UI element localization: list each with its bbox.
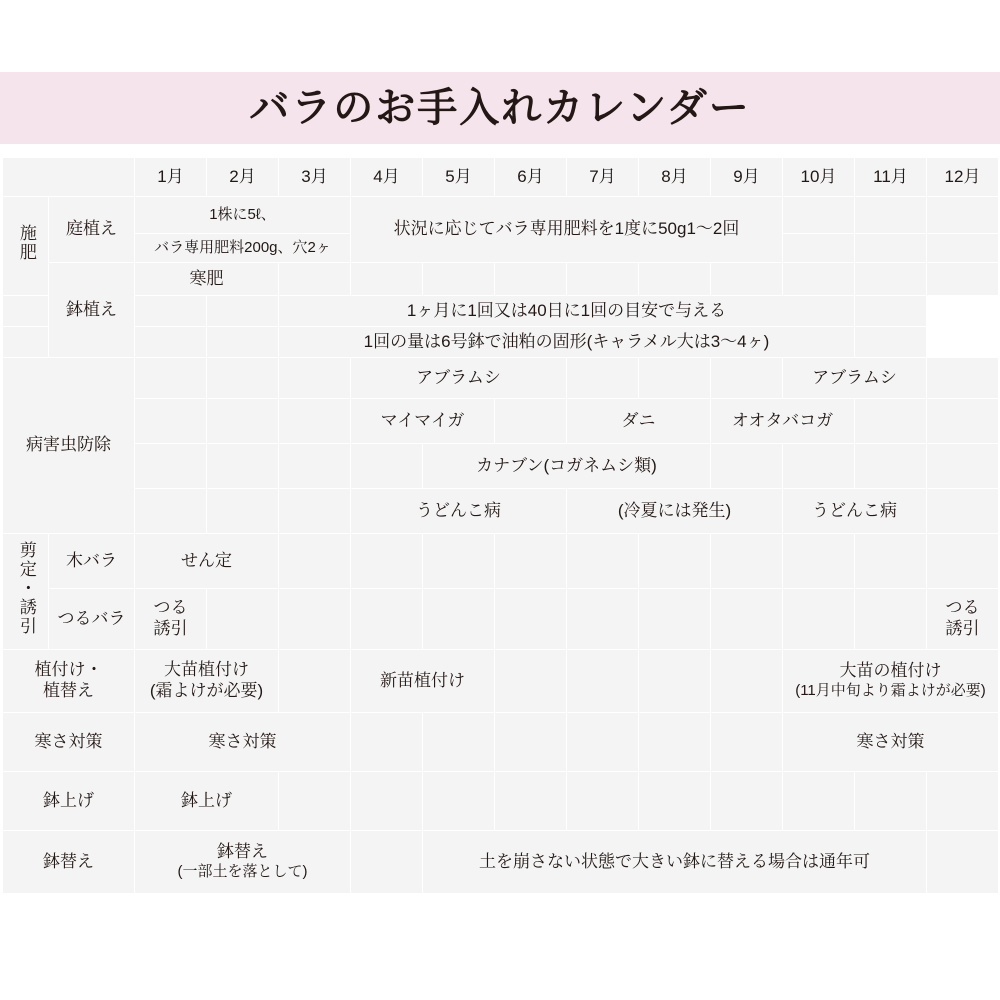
cell-oonae-winter-line2: (霜よけが必要) bbox=[149, 681, 264, 700]
cell-kanpi-text: 寒肥 bbox=[189, 268, 224, 288]
cell-tsuru-apr bbox=[351, 589, 423, 650]
care-calendar-table bbox=[2, 157, 999, 894]
cell-cold-fall-text: 寒さ対策 bbox=[856, 731, 925, 751]
group-label-pruning bbox=[3, 534, 49, 650]
cell-tsuru-nov bbox=[855, 589, 927, 650]
cell-hachiage-sep bbox=[711, 772, 783, 831]
cell-garden-seasonal-text: 状況に応じてバラ専用肥料を1度に50g1〜2回 bbox=[393, 219, 740, 239]
cell-tsuru-jun bbox=[495, 589, 567, 650]
cell-sentei-apr bbox=[351, 534, 423, 589]
cell-hachiage-dec bbox=[927, 772, 999, 831]
group-label-fertilizer-text: 施肥 bbox=[16, 224, 36, 263]
cell-hachiage-mar bbox=[279, 772, 351, 831]
table-row bbox=[3, 534, 999, 589]
cell-garden-dose-line2: バラ専用肥料200g、穴2ヶ bbox=[154, 238, 331, 256]
table-row bbox=[3, 358, 999, 399]
cell-udonko-mar bbox=[279, 489, 351, 534]
cell-aphid-feb bbox=[207, 358, 279, 399]
cell-planting-jun bbox=[495, 650, 567, 713]
cell-aphid-sep bbox=[711, 358, 783, 399]
cell-cold-apr bbox=[351, 713, 423, 772]
cell-aphid-spring bbox=[351, 358, 567, 399]
row-label-tree-rose: 木バラ bbox=[49, 534, 135, 589]
cell-pot-feb-2 bbox=[135, 327, 207, 358]
cell-garden-oct-2 bbox=[783, 234, 855, 263]
cell-planting-sep bbox=[711, 650, 783, 713]
header-month-10: 10月 bbox=[783, 158, 855, 197]
cell-pot-interval-text: 1ヶ月に1回又は40日に1回の目安で与える bbox=[406, 300, 727, 320]
cell-pest2-dec bbox=[927, 399, 999, 444]
cell-ootabakoga bbox=[711, 399, 855, 444]
cell-maimaiga-feb bbox=[207, 399, 279, 444]
cell-shinnae bbox=[351, 650, 495, 713]
table-row bbox=[3, 263, 999, 296]
cell-cold-sep bbox=[711, 713, 783, 772]
header-month-7: 7月 bbox=[567, 158, 639, 197]
cell-hachiage bbox=[135, 772, 279, 831]
cell-kanabun-mar bbox=[279, 444, 351, 489]
cell-hachikae-winter-line2: (一部土を落として) bbox=[177, 863, 308, 881]
cell-udonko-fall bbox=[783, 489, 927, 534]
cell-planting-jul bbox=[567, 650, 639, 713]
cell-kanpi-nov bbox=[855, 263, 927, 296]
row-label-planting bbox=[3, 650, 135, 713]
cell-pot-feb bbox=[135, 296, 207, 327]
row-label-planting-line2: 植替え bbox=[43, 681, 94, 700]
cell-maimaiga-mar bbox=[279, 399, 351, 444]
cell-garden-nov bbox=[855, 197, 927, 234]
header-month-1: 1月 bbox=[135, 158, 207, 197]
group-label-pest: 病害虫防除 bbox=[3, 358, 135, 534]
cell-udonko-fall-text: うどんこ病 bbox=[812, 500, 897, 520]
cell-aphid-jan bbox=[135, 358, 207, 399]
cell-pot-jan-2 bbox=[3, 327, 49, 358]
cell-sentei-sep bbox=[711, 534, 783, 589]
cell-pot-dec-2 bbox=[855, 327, 927, 358]
cell-udonko-jan bbox=[135, 489, 207, 534]
row-label-cold: 寒さ対策 bbox=[3, 713, 135, 772]
cell-kanpi-oct bbox=[783, 263, 855, 296]
table-row bbox=[3, 296, 999, 327]
header-month-4: 4月 bbox=[351, 158, 423, 197]
page-title: バラのお手入れカレンダー bbox=[249, 86, 751, 130]
cell-cold-aug bbox=[639, 713, 711, 772]
row-label-garden-planting: 庭植え bbox=[49, 197, 135, 263]
cell-hachiage-nov bbox=[855, 772, 927, 831]
table-row bbox=[3, 399, 999, 444]
cell-garden-dec bbox=[927, 197, 999, 234]
header-month-6: 6月 bbox=[495, 158, 567, 197]
cell-oonae-fall-line1: 大苗の植付け bbox=[839, 661, 942, 681]
cell-sentei-mar bbox=[279, 534, 351, 589]
header-month-11: 11月 bbox=[855, 158, 927, 197]
cell-kanpi-mar bbox=[279, 263, 351, 296]
cell-kanabun-apr bbox=[351, 444, 423, 489]
cell-sentei-nov bbox=[855, 534, 927, 589]
cell-kanabun-nov bbox=[855, 444, 927, 489]
cell-tsuru-dec bbox=[927, 589, 999, 650]
cell-sentei-may bbox=[423, 534, 495, 589]
table-row bbox=[3, 197, 999, 234]
cell-kanpi-sep bbox=[711, 263, 783, 296]
table-row bbox=[3, 650, 999, 713]
cell-cold-spring bbox=[135, 713, 351, 772]
cell-hachikae-allyear bbox=[423, 831, 927, 894]
cell-aphid-jul bbox=[567, 358, 639, 399]
cell-tsuru-jan-line2: 誘引 bbox=[153, 619, 188, 638]
cell-kanpi-jun bbox=[495, 263, 567, 296]
cell-aphid-aug bbox=[639, 358, 711, 399]
table-row bbox=[3, 589, 999, 650]
cell-maimaiga bbox=[351, 399, 495, 444]
cell-kanpi bbox=[135, 263, 279, 296]
cell-cold-jun bbox=[495, 713, 567, 772]
cell-pot-dec bbox=[855, 296, 927, 327]
cell-garden-dec-2 bbox=[927, 234, 999, 263]
cell-ootabakoga-text: オオタバコガ bbox=[731, 410, 834, 430]
cell-tsuru-oct bbox=[783, 589, 855, 650]
cell-shinnae-text: 新苗植付け bbox=[380, 670, 465, 690]
cell-sentei-dec bbox=[927, 534, 999, 589]
cell-garden-oct bbox=[783, 197, 855, 234]
cell-hachikae-winter bbox=[135, 831, 351, 894]
cell-dani-text: ダニ bbox=[621, 410, 656, 430]
group-label-pruning-text: 剪定・誘引 bbox=[16, 541, 36, 637]
cell-hachiage-oct bbox=[783, 772, 855, 831]
table-row bbox=[3, 489, 999, 534]
cell-tsuru-jan-line1: つる bbox=[153, 598, 188, 618]
cell-hachiage-apr bbox=[351, 772, 423, 831]
cell-tsuru-mar bbox=[279, 589, 351, 650]
cell-hachiage-jun bbox=[495, 772, 567, 831]
cell-tsuru-jan bbox=[135, 589, 207, 650]
cell-cold-jul bbox=[567, 713, 639, 772]
cell-sentei-jun bbox=[495, 534, 567, 589]
header-month-12: 12月 bbox=[927, 158, 999, 197]
cell-oonae-fall bbox=[783, 650, 999, 713]
cell-sentei-oct bbox=[783, 534, 855, 589]
row-label-repot: 鉢替え bbox=[3, 831, 135, 894]
cell-udonko-spring bbox=[351, 489, 567, 534]
cell-pot-mar-2 bbox=[207, 327, 279, 358]
cell-hachiage-text: 鉢上げ bbox=[181, 790, 232, 810]
header-month-2: 2月 bbox=[207, 158, 279, 197]
cell-planting-mar bbox=[279, 650, 351, 713]
cell-sentei-text: せん定 bbox=[181, 550, 232, 570]
cell-garden-dose-2 bbox=[135, 234, 351, 263]
cell-kanabun-sep bbox=[711, 444, 783, 489]
header-month-8: 8月 bbox=[639, 158, 711, 197]
cell-kanpi-aug bbox=[639, 263, 711, 296]
cell-garden-dose bbox=[135, 197, 351, 234]
cell-oonae-fall-line2: (11月中旬より霜よけが必要) bbox=[795, 682, 986, 700]
cell-aphid-mar bbox=[279, 358, 351, 399]
cell-tsuru-aug bbox=[639, 589, 711, 650]
cell-sentei-jul bbox=[567, 534, 639, 589]
cell-tsuru-may bbox=[423, 589, 495, 650]
header-month-5: 5月 bbox=[423, 158, 495, 197]
cell-hachikae-allyear-text: 土を崩さない状態で大きい鉢に替える場合は通年可 bbox=[479, 851, 870, 871]
cell-garden-seasonal bbox=[351, 197, 783, 263]
cell-kanabun-jan bbox=[135, 444, 207, 489]
cell-tsuru-sep bbox=[711, 589, 783, 650]
cell-pest2-nov bbox=[855, 399, 927, 444]
cell-tsuru-feb bbox=[207, 589, 279, 650]
cell-sentei bbox=[135, 534, 279, 589]
cell-udonko-dec bbox=[927, 489, 999, 534]
cell-udonko-summer bbox=[567, 489, 783, 534]
cell-cold-may bbox=[423, 713, 495, 772]
cell-pot-interval bbox=[279, 296, 855, 327]
cell-garden-dose-line1: 1株に5ℓ、 bbox=[209, 205, 276, 223]
cell-tsuru-dec-line2: 誘引 bbox=[945, 619, 980, 638]
cell-aphid-dec bbox=[927, 358, 999, 399]
cell-tsuru-jul bbox=[567, 589, 639, 650]
cell-oonae-winter-line1: 大苗植付け bbox=[164, 660, 249, 680]
cell-kanpi-jul bbox=[567, 263, 639, 296]
header-corner bbox=[3, 158, 135, 197]
cell-pot-amount bbox=[279, 327, 855, 358]
cell-planting-aug bbox=[639, 650, 711, 713]
cell-aphid-fall bbox=[783, 358, 927, 399]
table-row bbox=[3, 772, 999, 831]
table-row bbox=[3, 713, 999, 772]
cell-kanabun bbox=[423, 444, 711, 489]
cell-hachiage-jul bbox=[567, 772, 639, 831]
cell-hachikae-winter-line1: 鉢替え bbox=[217, 842, 268, 862]
cell-pest2-jun bbox=[495, 399, 567, 444]
cell-oonae-winter bbox=[135, 650, 279, 713]
cell-garden-nov-2 bbox=[855, 234, 927, 263]
row-label-planting-line1: 植付け・ bbox=[34, 660, 103, 680]
cell-udonko-spring-text: うどんこ病 bbox=[416, 500, 501, 520]
cell-kanpi-apr bbox=[351, 263, 423, 296]
cell-kanabun-dec bbox=[927, 444, 999, 489]
row-label-climbing-rose: つるバラ bbox=[49, 589, 135, 650]
table-row bbox=[3, 444, 999, 489]
group-label-fertilizer bbox=[3, 197, 49, 296]
cell-aphid-fall-text: アブラムシ bbox=[812, 367, 897, 387]
row-label-pot-up: 鉢上げ bbox=[3, 772, 135, 831]
cell-hachiage-may bbox=[423, 772, 495, 831]
cell-pot-jan bbox=[3, 296, 49, 327]
cell-kanpi-dec bbox=[927, 263, 999, 296]
cell-hachikae-dec bbox=[927, 831, 999, 894]
cell-maimaiga-jan bbox=[135, 399, 207, 444]
cell-cold-spring-text: 寒さ対策 bbox=[208, 731, 277, 751]
header-month-3: 3月 bbox=[279, 158, 351, 197]
cell-tsuru-dec-line1: つる bbox=[945, 598, 980, 618]
cell-udonko-summer-text: (冷夏には発生) bbox=[617, 500, 732, 520]
cell-hachikae-apr bbox=[351, 831, 423, 894]
cell-maimaiga-text: マイマイガ bbox=[380, 410, 465, 430]
table-row bbox=[3, 327, 999, 358]
cell-aphid-spring-text: アブラムシ bbox=[416, 367, 501, 387]
cell-dani bbox=[567, 399, 711, 444]
row-label-pot-planting: 鉢植え bbox=[49, 263, 135, 358]
cell-kanabun-feb bbox=[207, 444, 279, 489]
header-month-9: 9月 bbox=[711, 158, 783, 197]
cell-kanabun-oct bbox=[783, 444, 855, 489]
cell-kanpi-may bbox=[423, 263, 495, 296]
cell-pot-mar bbox=[207, 296, 279, 327]
cell-sentei-aug bbox=[639, 534, 711, 589]
cell-kanabun-text: カナブン(コガネムシ類) bbox=[476, 455, 657, 475]
table-row bbox=[3, 831, 999, 894]
cell-udonko-feb bbox=[207, 489, 279, 534]
cell-hachiage-aug bbox=[639, 772, 711, 831]
table-header-row bbox=[3, 158, 999, 197]
cell-cold-fall bbox=[783, 713, 999, 772]
cell-pot-amount-text: 1回の量は6号鉢で油粕の固形(キャラメル大は3〜4ヶ) bbox=[363, 331, 770, 351]
